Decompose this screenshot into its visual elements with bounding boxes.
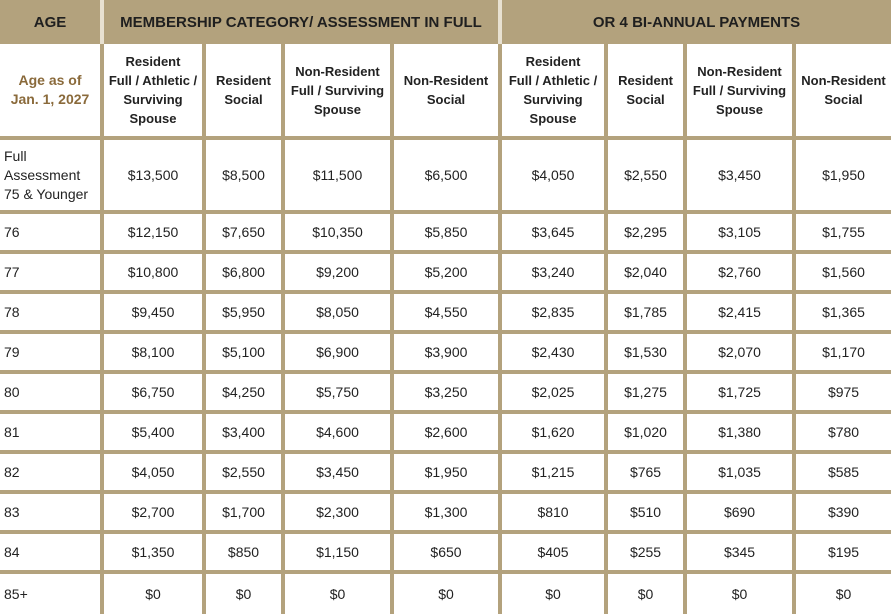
amount-cell: $650 [394,534,502,574]
amount-cell: $5,750 [285,374,394,414]
biannual-header: OR 4 BI-ANNUAL PAYMENTS [502,0,891,44]
category-header: Resident Social [608,44,687,140]
table-row [0,494,891,534]
amount-cell: $2,760 [687,254,796,294]
amount-cell: $1,365 [796,294,891,334]
amount-cell: $13,500 [104,140,206,214]
age-cell: Full Assessment 75 & Younger [0,140,104,214]
amount-cell: $1,215 [502,454,608,494]
amount-cell: $1,700 [206,494,285,534]
amount-cell: $3,450 [687,140,796,214]
age-cell: 76 [0,214,104,254]
amount-cell: $390 [796,494,891,534]
amount-cell: $5,400 [104,414,206,454]
amount-cell: $10,800 [104,254,206,294]
amount-cell: $2,415 [687,294,796,334]
amount-cell: $1,560 [796,254,891,294]
amount-cell: $765 [608,454,687,494]
amount-cell: $9,450 [104,294,206,334]
amount-cell: $255 [608,534,687,574]
age-cell: 84 [0,534,104,574]
category-header: Non-Resident Social [394,44,502,140]
age-cell: 80 [0,374,104,414]
age-as-of-header: Age as of Jan. 1, 2027 [0,44,104,140]
amount-cell: $0 [835,586,852,602]
table-row [0,374,891,414]
amount-cell: $1,950 [796,140,891,214]
category-header-row [0,44,891,140]
amount-cell: $8,100 [104,334,206,374]
amount-cell: $5,950 [206,294,285,334]
amount-cell: $3,240 [502,254,608,294]
table-row [0,214,891,254]
amount-cell: $2,430 [502,334,608,374]
category-header: Non-Resident Full / Surviving Spouse [687,44,796,140]
amount-cell: $2,025 [502,374,608,414]
amount-cell: $6,500 [394,140,502,214]
amount-cell: $1,380 [687,414,796,454]
table-row [0,574,891,614]
amount-cell: $0 [206,574,285,614]
amount-cell: $850 [206,534,285,574]
category-header: Resident Full / Athletic / Surviving Spouse [502,44,608,140]
amount-cell: $3,105 [687,214,796,254]
amount-cell: $2,600 [394,414,502,454]
amount-cell: $11,500 [285,140,394,214]
age-cell: 85+ [0,574,104,614]
amount-cell: $975 [796,374,891,414]
amount-cell: $10,350 [285,214,394,254]
amount-cell: $0 [104,574,206,614]
age-header: AGE [0,0,104,44]
age-cell: 77 [0,254,104,294]
amount-cell: $2,550 [206,454,285,494]
full-assessment-header: MEMBERSHIP CATEGORY/ ASSESSMENT IN FULL [104,0,502,44]
amount-cell: $195 [796,534,891,574]
amount-cell: $5,200 [394,254,502,294]
amount-cell: $4,050 [104,454,206,494]
table-row [0,334,891,374]
category-header: Resident Full / Athletic / Surviving Spouse [104,44,206,140]
amount-cell: $3,900 [394,334,502,374]
amount-cell: $2,295 [608,214,687,254]
amount-cell: $2,040 [608,254,687,294]
age-cell: 82 [0,454,104,494]
amount-cell: $1,725 [687,374,796,414]
amount-cell: $1,530 [608,334,687,374]
age-cell: 79 [0,334,104,374]
amount-cell: $4,050 [502,140,608,214]
amount-cell: $4,550 [394,294,502,334]
table-row [0,454,891,494]
amount-cell: $4,250 [206,374,285,414]
amount-cell: $405 [502,534,608,574]
amount-cell: $8,500 [206,140,285,214]
amount-cell: $8,050 [285,294,394,334]
amount-cell: $0 [608,574,687,614]
amount-cell: $0 [687,574,796,614]
amount-cell: $5,850 [394,214,502,254]
amount-cell: $3,250 [394,374,502,414]
amount-cell: $7,650 [206,214,285,254]
amount-cell: $3,400 [206,414,285,454]
amount-cell: $780 [796,414,891,454]
table-row [0,294,891,334]
amount-cell: $0 [394,574,502,614]
amount-cell: $810 [502,494,608,534]
amount-cell: $1,150 [285,534,394,574]
amount-cell: $1,035 [687,454,796,494]
amount-cell: $345 [687,534,796,574]
amount-cell: $1,950 [394,454,502,494]
category-header: Non-Resident Social [796,44,891,140]
amount-cell: $6,800 [206,254,285,294]
amount-cell: $4,600 [285,414,394,454]
amount-cell: $585 [796,454,891,494]
amount-cell: $1,275 [608,374,687,414]
amount-cell: $2,550 [608,140,687,214]
amount-cell: $2,070 [687,334,796,374]
amount-cell: $6,900 [285,334,394,374]
amount-cell: $2,300 [285,494,394,534]
age-cell: 78 [0,294,104,334]
amount-cell: $2,835 [502,294,608,334]
amount-cell: $12,150 [104,214,206,254]
table-row [0,254,891,294]
table-header-row [0,0,891,44]
table-row [0,140,891,214]
age-cell: 81 [0,414,104,454]
amount-cell: $1,300 [394,494,502,534]
amount-cell: $0 [285,574,394,614]
age-cell: 83 [0,494,104,534]
amount-cell: $0 [502,574,608,614]
table-row [0,414,891,454]
amount-cell: $1,620 [502,414,608,454]
amount-cell: $1,785 [608,294,687,334]
amount-cell: $510 [608,494,687,534]
amount-cell: $1,350 [104,534,206,574]
amount-cell: $2,700 [104,494,206,534]
amount-cell: $6,750 [104,374,206,414]
amount-cell: $1,755 [796,214,891,254]
amount-cell: $1,170 [796,334,891,374]
amount-cell: $1,020 [608,414,687,454]
amount-cell: $9,200 [285,254,394,294]
amount-cell: $5,100 [206,334,285,374]
amount-cell: $690 [687,494,796,534]
category-header: Non-Resident Full / Surviving Spouse [285,44,394,140]
category-header: Resident Social [206,44,285,140]
amount-cell: $3,450 [285,454,394,494]
table-row [0,534,891,574]
amount-cell: $3,645 [502,214,608,254]
